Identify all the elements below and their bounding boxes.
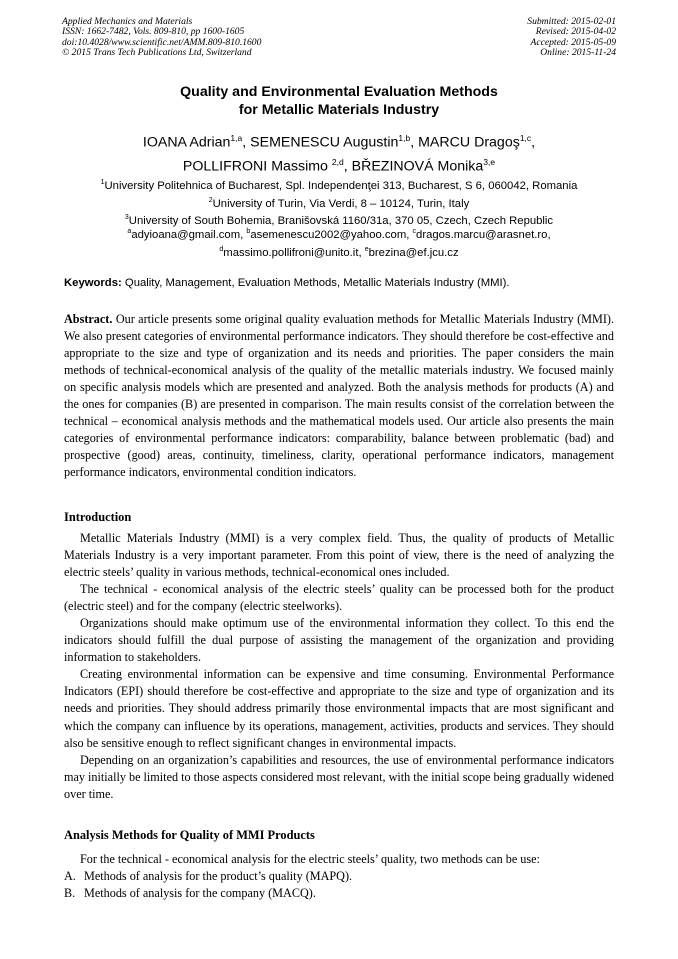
author-affil: 2,d (331, 156, 344, 167)
paper-title (0, 84, 678, 119)
list-text: Methods of analysis for the product’s quality (MAPQ). (84, 869, 353, 884)
paragraph: The technical - economical analysis of the electric steels’ quality can be processed both for the product (electric steel) and for the company (electric steelworks). (64, 582, 614, 614)
revised-date: Revised: 2015-04-02 (535, 26, 616, 38)
emails-line-2: $^d$massimo.pollifroni@unito.it, $^e$brezina@ef.jcu.cz (219, 245, 459, 259)
emails-line-1: $^a$adyioana@gmail.com, $^b$asemenescu2002@yahoo.com, $^c$dragos.marcu@arasnet.ro, (127, 228, 551, 241)
author-name: BŘEZINOVÁ Monika (351, 158, 484, 175)
email-c: dragos.marcu@arasnet.ro (416, 228, 548, 241)
email-b: asemenescu2002@yahoo.com (250, 228, 407, 241)
email-d: massimo.pollifroni@unito.it (223, 246, 359, 259)
author-name: POLLIFRONI Massimo (182, 158, 332, 175)
paragraph: Creating environmental information can be expensive and time consuming. Environmental Performance Indicators (EPI) should therefore be cost-effective and appropriate to the size and type of organization and its needs and priorities. They should address primarily those environmental impacts that are most significant and which the company can influence by its operations, management, activities, products and services. They should also be sensitive enough to reflect significant changes in environmental impacts. (64, 667, 614, 750)
list-marker: A. (64, 869, 76, 884)
paragraph: Organizations should make optimum use of the environmental information they collect. To this end the indicators should fulfill the dual purpose of assisting the management of the organization and providing information to stakeholders. (64, 616, 614, 665)
email-e: brezina@ef.jcu.cz (368, 246, 459, 259)
affil-text: University of Turin, Via Verdi, 8 – 10124, Turin, Italy (212, 197, 470, 210)
author-affil: 1,a (230, 133, 243, 143)
keywords-label: Keywords: (64, 277, 122, 289)
author-emails (0, 225, 678, 260)
publication-dates (527, 17, 616, 59)
keywords (64, 276, 616, 290)
introduction-heading: Introduction (64, 510, 132, 524)
issn-line: ISSN: 1662-7482, Vols. 809-810, pp 1600-1605 (62, 26, 245, 38)
title-line-1: Quality and Environmental Evaluation Methods (180, 84, 498, 100)
analysis-methods-heading: Analysis Methods for Quality of MMI Products (64, 828, 315, 842)
keywords-text: Quality, Management, Evaluation Methods, Metallic Materials Industry (MMI). (121, 277, 510, 289)
affil-text: University Politehnica of Bucharest, Spl. Independenţei 313, Bucharest, S 6, 060042, Romania (104, 179, 578, 192)
affil-text: University of South Bohemia, Branišovská 1160/31a, 370 05, Czech, Czech Republic (128, 214, 554, 227)
email-a: adyioana@gmail.com (131, 228, 241, 241)
online-date: Online: 2015-11-24 (540, 47, 616, 59)
analysis-methods-section (64, 851, 614, 902)
authors-line-2: POLLIFRONI Massimo $^{2,d}$, BŘEZINOVÁ Monika$^{3,e}$ (182, 156, 496, 175)
email-marker: d (219, 245, 224, 253)
title-line-2: for Metallic Materials Industry (238, 101, 440, 118)
copyright-line: © 2015 Trans Tech Publications Ltd, Switzerland (62, 47, 252, 59)
email-marker: e (364, 245, 369, 253)
affiliation-1 (0, 176, 678, 194)
email-marker: c (412, 228, 417, 235)
author-list (0, 129, 678, 176)
affil-marker: 2 (208, 196, 213, 204)
paragraph: Metallic Materials Industry (MMI) is a very complex field. Thus, the quality of products of Metallic Materials Industry is a very important parameter. From this point of view, there is the need of analyzing the electric steels’ quality in various methods, technical-economical ones included. (64, 531, 614, 580)
list-item (64, 868, 614, 885)
submitted-date: Submitted: 2015-02-01 (527, 16, 616, 27)
email-marker: b (246, 228, 251, 235)
accepted-date: Accepted: 2015-05-09 (530, 36, 616, 48)
list-item (64, 885, 614, 902)
author-name: MARCU Dragoş (418, 134, 520, 151)
author-affil: 1,b (398, 133, 411, 143)
list-marker: B. (64, 886, 76, 901)
email-marker: a (127, 228, 132, 235)
journal-name: Applied Mechanics and Materials (62, 16, 193, 27)
author-affil: 3,e (483, 156, 496, 167)
affil-marker: 3 (124, 214, 129, 222)
journal-info (62, 17, 261, 59)
affil-marker: 1 (100, 179, 105, 186)
abstract-label: Abstract. (64, 312, 113, 326)
author-name: SEMENESCU Augustin (250, 134, 399, 151)
introduction-section (64, 530, 614, 803)
affiliations (0, 176, 678, 229)
doi-line: doi:10.4028/www.scientific.net/AMM.809-810.1600 (62, 36, 262, 48)
affiliation-2 (0, 194, 678, 212)
author-name: IOANA Adrian (142, 134, 231, 151)
list-text: Methods of analysis for the company (MACQ). (84, 886, 316, 901)
abstract (64, 311, 614, 481)
abstract-text: Our article presents some original quality evaluation methods for Metallic Materials Industry (MMI). We also present categories of environmental performance indicators. They should therefore be cost-effective and appropriate to the size and type of organization and its needs and priorities. The paper considers the main methods of technical-economical analysis of the quality of the metallic materials industry. We focused mainly on specific analysis models which are presented and analyzed. Both the analysis methods for products (A) and the ones for companies (B) are presented in comparison. The main results consist of the correlation between the technical – economical analysis methods and the mathematical models used. Our article also presents the main categories of environmental performance indicators: comparability, balance between problematic (bad) and prospective (good) areas, continuity, timeliness, clarity, operational performance indicators, management performance indicators, environmental condition indicators. (64, 312, 614, 480)
paragraph: For the technical - economical analysis for the electric steels’ quality, two methods can be use: (80, 852, 540, 866)
authors-line-1: IOANA Adrian$^{1,a}$, SEMENESCU Augustin$^{1,b}$, MARCU Dragoş$^{1,c}$, (142, 133, 536, 151)
paragraph: Depending on an organization’s capabilities and resources, the use of environmental performance indicators may initially be limited to those aspects considered most relevant, with the initial scope being gradually widened over time. (64, 752, 614, 801)
author-affil: 1,c (519, 133, 532, 143)
